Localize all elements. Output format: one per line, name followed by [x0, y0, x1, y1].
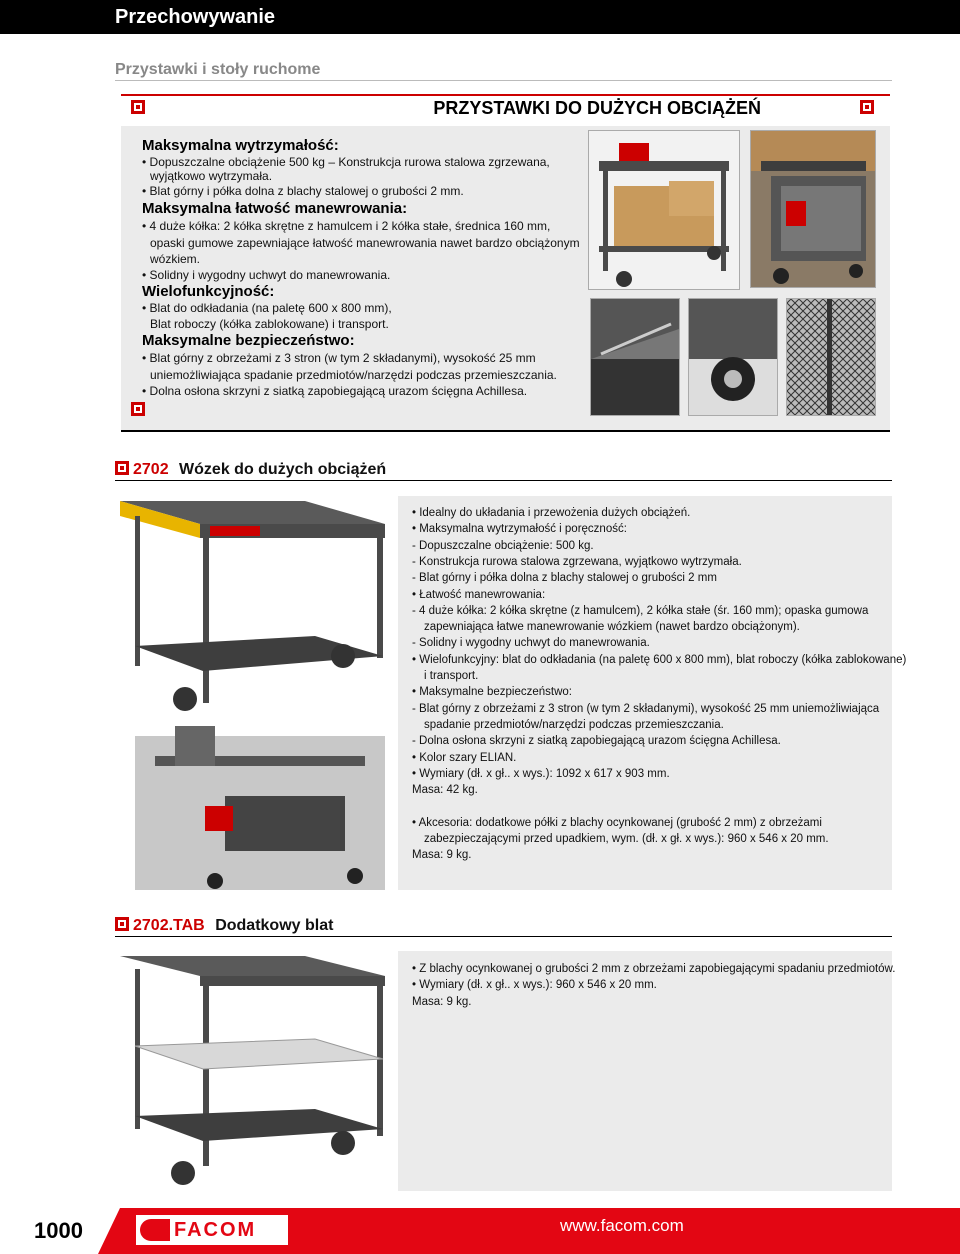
description-line: • Wymiary (dł. x gł.. x wys.): 960 x 546 x 20 mm. — [412, 979, 657, 992]
feature-line: • Blat górny z obrzeżami z 3 stron (w tym 2 składanymi), wysokość 25 mm — [142, 351, 536, 365]
subtitle-divider — [115, 80, 892, 81]
description-line: • Wymiary (dł. x gł.. x wys.): 1092 x 617 x 903 mm. — [412, 767, 670, 780]
description-line: • Maksymalne bezpieczeństwo: — [412, 686, 572, 699]
description-line: • Akcesoria: dodatkowe półki z blachy ocynkowanej (grubość 2 mm) z obrzeżami — [412, 816, 822, 829]
product-heading-2702 — [115, 461, 386, 479]
description-line: • Maksymalna wytrzymałość i poręczność: — [412, 523, 627, 536]
feature-heading-multifunction: Wielofunkcyjność: — [142, 283, 275, 300]
product-name: Dodatkowy blat — [215, 917, 334, 934]
feature-line: wózkiem. — [150, 252, 201, 266]
corner-marker-icon — [131, 402, 145, 416]
folding-rim-detail-image — [590, 298, 680, 416]
cart-workshop-image — [750, 130, 876, 288]
description-line: spadanie przedmiotów/narzędzi podczas przemieszczania. — [424, 718, 724, 731]
description-line: i transport. — [424, 670, 479, 682]
description-line: - Dopuszczalne obciążenie: 500 kg. — [412, 539, 594, 552]
description-line: zapewniająca łatwe manewrowanie wózkiem (nawet bardzo obciążonym). — [424, 621, 800, 634]
product-code: 2702.TAB — [133, 917, 205, 934]
product-marker-icon — [115, 461, 129, 475]
page-number: 1000 — [34, 1218, 83, 1243]
description-line: - Solidny i wygodny uchwyt do manewrowania. — [412, 637, 650, 650]
description-line: Masa: 9 kg. — [412, 995, 472, 1008]
feature-line: • Solidny i wygodny uchwyt do manewrowania. — [142, 268, 391, 282]
feature-panel-title: PRZYSTAWKI DO DUŻYCH OBCIĄŻEŃ — [433, 98, 761, 118]
product-heading-2702-tab — [115, 917, 333, 935]
cart-2702-tab-image — [115, 951, 387, 1191]
feature-line: • Blat do odkładania (na paletę 600 x 800 mm), — [142, 301, 392, 315]
description-line: - Konstrukcja rurowa stalowa zgrzewana, wyjątkowo wytrzymała. — [412, 555, 742, 568]
feature-heading-maneuver: Maksymalna łatwość manewrowania: — [142, 200, 408, 217]
wheel-detail-image — [688, 298, 778, 416]
page-number-box — [0, 1208, 110, 1254]
description-line: - Blat górny z obrzeżami z 3 stron (w tym 2 składanymi), wysokość 25 mm uniemożliwiająca — [412, 702, 880, 715]
description-line: - 4 duże kółka: 2 kółka skrętne (z hamulcem), 2 kółka stałe (śr. 160 mm); opaska gumowa — [412, 604, 869, 617]
page-subtitle: Przystawki i stoły ruchome — [115, 61, 321, 78]
feature-line: • Blat górny i półka dolna z blachy stalowej o grubości 2 mm. — [142, 184, 464, 198]
facom-logo — [136, 1215, 288, 1245]
product-code: 2702 — [133, 461, 169, 478]
product-name: Wózek do dużych obciążeń — [179, 461, 387, 478]
feature-line: uniemożliwiająca spadanie przedmiotów/narzędzi podczas przemieszczania. — [150, 368, 557, 382]
feature-heading-strength: Maksymalna wytrzymałość: — [142, 137, 339, 154]
section-title: Przechowywanie — [115, 6, 276, 28]
corner-marker-icon — [860, 100, 874, 114]
corner-marker-icon — [131, 100, 145, 114]
description-line: • Z blachy ocynkowanej o grubości 2 mm z obrzeżami zapobiegającymi spadaniu przedmiotów. — [412, 963, 896, 975]
description-line: Masa: 42 kg. — [412, 784, 478, 797]
feature-line: opaski gumowe zapewniające łatwość manewrowania nawet bardzo obciążonym — [150, 236, 580, 250]
description-line: - Blat górny i półka dolna z blachy stalowej o grubości 2 mm — [412, 572, 717, 585]
facom-logo-text: FACOM — [174, 1219, 257, 1241]
feature-line: Blat roboczy (kółka zablokowane) i transport. — [150, 317, 389, 331]
description-line: • Idealny do układania i przewożenia dużych obciążeń. — [412, 507, 691, 519]
feature-panel-header — [121, 94, 890, 126]
footer-url-link[interactable]: www.facom.com — [560, 1216, 684, 1235]
facom-logo-mark-icon — [140, 1219, 170, 1241]
description-line: Masa: 9 kg. — [412, 849, 472, 862]
feature-panel-divider — [121, 430, 890, 432]
product-divider — [115, 480, 892, 481]
feature-heading-safety: Maksymalne bezpieczeństwo: — [142, 332, 355, 349]
mesh-guard-detail-image — [786, 298, 876, 416]
description-line: • Łatwość manewrowania: — [412, 588, 546, 601]
feature-line: • 4 duże kółka: 2 kółka skrętne z hamulcem i 2 kółka stałe, średnica 160 mm, — [142, 219, 551, 233]
cart-2702-image — [115, 496, 387, 890]
feature-line: • Dopuszczalne obciążenie 500 kg – Konstrukcja rurowa stalowa zgrzewana, — [142, 155, 550, 169]
cart-with-boxes-image — [588, 130, 740, 290]
description-line: zabezpieczającymi przed upadkiem, wym. (dł. x gł. x wys.): 960 x 546 x 20 mm. — [424, 833, 829, 845]
footer-bar — [98, 1208, 960, 1254]
feature-line: wyjątkowo wytrzymała. — [150, 169, 273, 183]
description-line: • Kolor szary ELIAN. — [412, 751, 517, 764]
product-marker-icon — [115, 917, 129, 931]
description-line: • Wielofunkcyjny: blat do odkładania (na paletę 600 x 800 mm), blat roboczy (kółka zablokowane) — [412, 653, 907, 666]
description-line: - Dolna osłona skrzyni z siatką zapobiegającą urazom ścięgna Achillesa. — [412, 735, 781, 748]
product-divider — [115, 936, 892, 937]
feature-line: • Dolna osłona skrzyni z siatką zapobiegającą urazom ścięgna Achillesa. — [142, 384, 528, 398]
